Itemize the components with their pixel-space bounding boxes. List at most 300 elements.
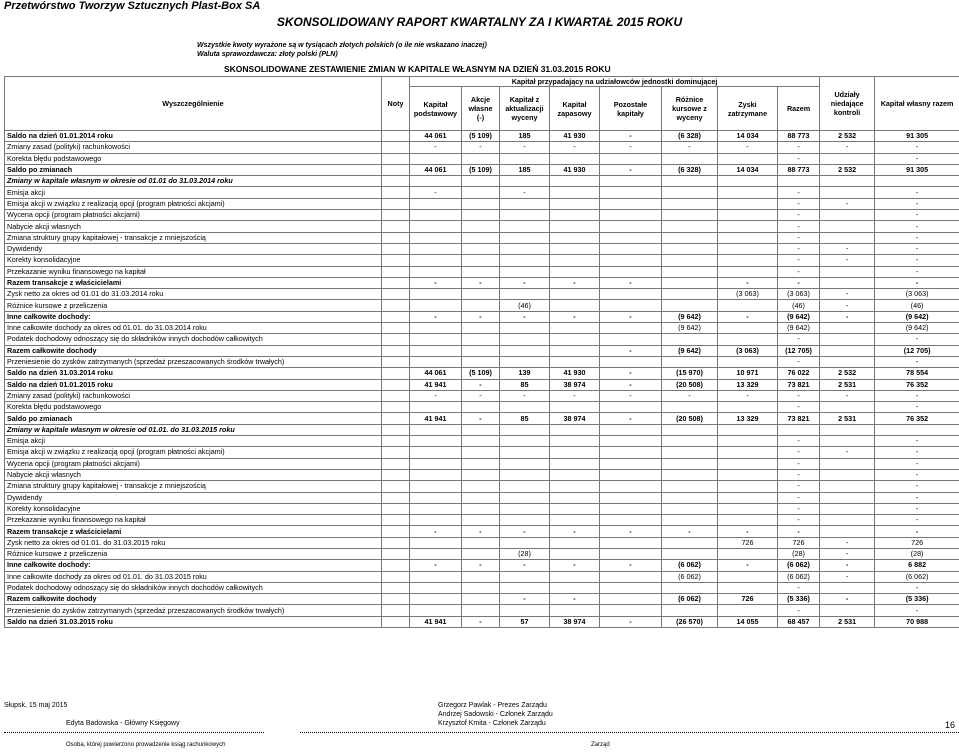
value-cell — [410, 582, 462, 593]
value-cell — [718, 503, 778, 514]
value-cell — [662, 402, 718, 413]
value-cell — [462, 469, 500, 480]
value-cell — [820, 153, 875, 164]
value-cell: - — [600, 413, 662, 424]
value-cell — [600, 255, 662, 266]
equity-changes-table — [4, 76, 959, 628]
value-cell: - — [550, 390, 600, 401]
value-cell — [718, 469, 778, 480]
note-cell — [382, 289, 410, 300]
value-cell: - — [875, 210, 959, 221]
value-cell — [662, 255, 718, 266]
note-cell — [382, 436, 410, 447]
value-cell — [462, 436, 500, 447]
value-cell — [500, 436, 550, 447]
value-cell: - — [820, 142, 875, 153]
value-cell — [820, 277, 875, 288]
value-cell: - — [875, 356, 959, 367]
value-cell — [662, 492, 718, 503]
value-cell — [462, 594, 500, 605]
value-cell — [550, 537, 600, 548]
value-cell: (9 642) — [875, 323, 959, 334]
value-cell: - — [410, 560, 462, 571]
value-cell — [662, 458, 718, 469]
table-row — [5, 379, 959, 390]
row-label: Zmiany zasad (polityki) rachunkowości — [5, 142, 382, 153]
note-cell — [382, 390, 410, 401]
value-cell: - — [820, 289, 875, 300]
table-row — [5, 356, 959, 367]
value-cell: - — [875, 243, 959, 254]
value-cell — [600, 334, 662, 345]
note-cell — [382, 402, 410, 413]
value-cell: - — [820, 447, 875, 458]
row-label: Razem transakcje z właścicielami — [5, 526, 382, 537]
note-cell — [382, 334, 410, 345]
value-cell: - — [778, 255, 820, 266]
value-cell: - — [500, 526, 550, 537]
value-cell: 44 061 — [410, 164, 462, 175]
value-cell: (15 970) — [662, 368, 718, 379]
value-cell — [500, 469, 550, 480]
value-cell: - — [600, 526, 662, 537]
value-cell — [462, 153, 500, 164]
table-row — [5, 481, 959, 492]
value-cell: (46) — [778, 300, 820, 311]
value-cell: - — [462, 379, 500, 390]
value-cell — [500, 323, 550, 334]
value-cell — [600, 492, 662, 503]
statement-title: SKONSOLIDOWANE ZESTAWIENIE ZMIAN W KAPITALE WŁASNYM NA DZIEŃ 31.03.2015 ROKU — [224, 64, 611, 74]
value-cell: - — [820, 198, 875, 209]
value-cell — [462, 503, 500, 514]
value-cell: 38 974 — [550, 616, 600, 627]
table-body — [5, 131, 959, 628]
value-cell: - — [778, 243, 820, 254]
value-cell: - — [662, 526, 718, 537]
row-label: Przekazanie wyniku finansowego na kapitał — [5, 515, 382, 526]
value-cell: - — [718, 526, 778, 537]
value-cell — [462, 176, 500, 187]
value-cell: - — [778, 187, 820, 198]
value-cell — [662, 503, 718, 514]
value-cell — [718, 210, 778, 221]
value-cell — [550, 356, 600, 367]
value-cell — [462, 221, 500, 232]
col-header-desc: Wyszczególnienie — [5, 77, 382, 131]
row-label: Zmiany w kapitale własnym w okresie od 01.01. do 31.03.2015 roku — [5, 424, 382, 435]
value-cell: - — [875, 198, 959, 209]
table-row — [5, 176, 959, 187]
row-label: Dywidendy — [5, 243, 382, 254]
value-cell — [662, 469, 718, 480]
value-cell — [600, 447, 662, 458]
value-cell — [820, 469, 875, 480]
note-cell — [382, 548, 410, 559]
value-cell: - — [462, 390, 500, 401]
note-cell — [382, 424, 410, 435]
note-cell — [382, 492, 410, 503]
col-header-other: Pozostałe kapitały — [600, 87, 662, 131]
row-label: Korekta błędu podstawowego — [5, 402, 382, 413]
value-cell — [550, 210, 600, 221]
value-cell — [500, 221, 550, 232]
value-cell: 88 773 — [778, 131, 820, 142]
value-cell — [600, 289, 662, 300]
value-cell — [820, 458, 875, 469]
value-cell — [550, 458, 600, 469]
value-cell: (9 642) — [662, 345, 718, 356]
value-cell: - — [875, 221, 959, 232]
value-cell — [600, 221, 662, 232]
value-cell: - — [778, 469, 820, 480]
value-cell — [462, 198, 500, 209]
value-cell — [550, 176, 600, 187]
caption-accountant: Osoba, której powierzono prowadzenie ksiąg rachunkowych — [66, 742, 226, 748]
value-cell — [662, 277, 718, 288]
value-cell: - — [875, 187, 959, 198]
value-cell — [500, 198, 550, 209]
row-label: Saldo na dzień 01.01.2015 roku — [5, 379, 382, 390]
value-cell: 41 941 — [410, 413, 462, 424]
value-cell — [550, 424, 600, 435]
note-cell — [382, 243, 410, 254]
value-cell: - — [875, 481, 959, 492]
value-cell: - — [778, 153, 820, 164]
value-cell: - — [600, 390, 662, 401]
value-cell — [662, 424, 718, 435]
value-cell — [600, 436, 662, 447]
value-cell — [718, 153, 778, 164]
value-cell — [600, 402, 662, 413]
note-cell — [382, 447, 410, 458]
value-cell: - — [600, 560, 662, 571]
table-row — [5, 255, 959, 266]
value-cell — [820, 356, 875, 367]
value-cell — [718, 515, 778, 526]
value-cell: - — [875, 153, 959, 164]
row-label: Emisja akcji — [5, 436, 382, 447]
row-label: Wycena opcji (program płatności akcjami) — [5, 210, 382, 221]
value-cell: - — [718, 277, 778, 288]
value-cell — [550, 198, 600, 209]
row-label: Razem transakcje z właścicielami — [5, 277, 382, 288]
value-cell: (6 062) — [778, 560, 820, 571]
value-cell: (9 642) — [662, 323, 718, 334]
value-cell: 78 554 — [875, 368, 959, 379]
value-cell: - — [600, 368, 662, 379]
value-cell — [820, 210, 875, 221]
value-cell: - — [600, 311, 662, 322]
value-cell — [410, 458, 462, 469]
value-cell — [600, 594, 662, 605]
value-cell: - — [500, 390, 550, 401]
value-cell — [550, 605, 600, 616]
value-cell — [462, 582, 500, 593]
value-cell: - — [778, 492, 820, 503]
row-label: Zysk netto za okres od 01.01 do 31.03.2014 roku — [5, 289, 382, 300]
value-cell: - — [875, 232, 959, 243]
value-cell — [820, 187, 875, 198]
col-header-total-equity: Kapitał własny razem — [875, 77, 959, 131]
value-cell — [410, 221, 462, 232]
value-cell: - — [778, 436, 820, 447]
note-cell — [382, 368, 410, 379]
table-row — [5, 458, 959, 469]
board-member-1: Grzegorz Pawlak - Prezes Zarządu — [438, 702, 547, 709]
row-label: Przeniesienie do zysków zatrzymanych (sprzedaż przeszacowanych środków trwałych) — [5, 356, 382, 367]
value-cell — [410, 481, 462, 492]
value-cell: - — [600, 345, 662, 356]
value-cell: (6 062) — [662, 560, 718, 571]
table-row — [5, 436, 959, 447]
value-cell — [410, 402, 462, 413]
value-cell — [600, 571, 662, 582]
value-cell: 70 988 — [875, 616, 959, 627]
value-cell — [718, 198, 778, 209]
value-cell — [820, 221, 875, 232]
value-cell — [462, 356, 500, 367]
value-cell: (28) — [875, 548, 959, 559]
value-cell: - — [820, 594, 875, 605]
value-cell — [550, 481, 600, 492]
value-cell — [820, 582, 875, 593]
value-cell — [718, 492, 778, 503]
value-cell — [462, 187, 500, 198]
value-cell: 76 352 — [875, 379, 959, 390]
value-cell — [462, 289, 500, 300]
value-cell: - — [820, 300, 875, 311]
table-row — [5, 560, 959, 571]
value-cell — [718, 232, 778, 243]
value-cell: - — [875, 605, 959, 616]
value-cell: 41 930 — [550, 164, 600, 175]
value-cell — [662, 289, 718, 300]
note-cell — [382, 503, 410, 514]
note-cell — [382, 300, 410, 311]
row-label: Inne całkowite dochody: — [5, 560, 382, 571]
table-row — [5, 221, 959, 232]
row-label: Saldo na dzień 31.03.2015 roku — [5, 616, 382, 627]
value-cell: - — [410, 390, 462, 401]
value-cell: - — [778, 458, 820, 469]
value-cell: - — [820, 311, 875, 322]
value-cell — [550, 232, 600, 243]
value-cell: (20 508) — [662, 413, 718, 424]
value-cell — [778, 176, 820, 187]
note-cell — [382, 379, 410, 390]
value-cell: - — [875, 277, 959, 288]
value-cell: 41 930 — [550, 368, 600, 379]
value-cell: 44 061 — [410, 131, 462, 142]
value-cell: - — [778, 605, 820, 616]
col-header-revaluation: Kapitał z aktualizacji wyceny — [500, 87, 550, 131]
value-cell — [550, 548, 600, 559]
table-row — [5, 571, 959, 582]
value-cell: - — [500, 277, 550, 288]
value-cell: - — [875, 469, 959, 480]
value-cell: - — [875, 390, 959, 401]
value-cell — [410, 300, 462, 311]
value-cell — [550, 503, 600, 514]
value-cell — [600, 300, 662, 311]
value-cell — [718, 402, 778, 413]
value-cell — [410, 503, 462, 514]
note-cell — [382, 255, 410, 266]
value-cell — [718, 548, 778, 559]
value-cell — [662, 605, 718, 616]
value-cell — [462, 548, 500, 559]
value-cell: - — [662, 390, 718, 401]
value-cell: - — [875, 402, 959, 413]
table-row — [5, 582, 959, 593]
value-cell: (46) — [500, 300, 550, 311]
value-cell: - — [462, 311, 500, 322]
row-label: Przeniesienie do zysków zatrzymanych (sprzedaż przeszacowanych środków trwałych) — [5, 605, 382, 616]
signature-line-left — [4, 732, 264, 733]
note-cell — [382, 356, 410, 367]
value-cell: - — [600, 277, 662, 288]
row-label: Zmiana struktury grupy kapitałowej - transakcje z mniejszością — [5, 232, 382, 243]
row-label: Różnice kursowe z przeliczenia — [5, 300, 382, 311]
value-cell — [820, 345, 875, 356]
row-label: Inne całkowite dochody za okres od 01.01. do 31.03.2015 roku — [5, 571, 382, 582]
report-title: SKONSOLIDOWANY RAPORT KWARTALNY ZA I KWARTAŁ 2015 ROKU — [276, 15, 683, 29]
value-cell: 38 974 — [550, 413, 600, 424]
value-cell: 726 — [718, 537, 778, 548]
value-cell: (5 109) — [462, 368, 500, 379]
value-cell: 88 773 — [778, 164, 820, 175]
col-header-reserve: Kapitał zapasowy — [550, 87, 600, 131]
value-cell — [500, 503, 550, 514]
value-cell — [410, 594, 462, 605]
value-cell: - — [778, 447, 820, 458]
place-date: Słupsk, 15 maj 2015 — [4, 702, 68, 709]
value-cell: 2 532 — [820, 131, 875, 142]
value-cell: - — [550, 526, 600, 537]
value-cell: 14 034 — [718, 131, 778, 142]
table-row — [5, 277, 959, 288]
table-row — [5, 492, 959, 503]
value-cell — [550, 221, 600, 232]
value-cell — [462, 232, 500, 243]
value-cell — [500, 571, 550, 582]
value-cell: 73 821 — [778, 413, 820, 424]
value-cell — [462, 424, 500, 435]
value-cell — [662, 548, 718, 559]
value-cell — [500, 537, 550, 548]
value-cell: - — [875, 458, 959, 469]
value-cell — [410, 243, 462, 254]
value-cell — [550, 571, 600, 582]
value-cell — [462, 515, 500, 526]
value-cell — [718, 356, 778, 367]
value-cell: - — [462, 413, 500, 424]
value-cell — [550, 153, 600, 164]
value-cell: 726 — [875, 537, 959, 548]
value-cell: - — [875, 582, 959, 593]
note-cell — [382, 571, 410, 582]
value-cell — [462, 492, 500, 503]
value-cell — [600, 187, 662, 198]
value-cell — [820, 515, 875, 526]
note-cell — [382, 311, 410, 322]
table-row — [5, 548, 959, 559]
value-cell: (9 642) — [778, 311, 820, 322]
table-row — [5, 164, 959, 175]
row-label: Zmiany zasad (polityki) rachunkowości — [5, 390, 382, 401]
value-cell: (12 705) — [778, 345, 820, 356]
table-row — [5, 515, 959, 526]
value-cell: - — [718, 390, 778, 401]
value-cell: 2 531 — [820, 413, 875, 424]
value-cell — [410, 424, 462, 435]
value-cell: 185 — [500, 131, 550, 142]
company-name: Przetwórstwo Tworzyw Sztucznych Plast-Box SA — [4, 0, 261, 12]
value-cell — [662, 436, 718, 447]
value-cell — [820, 266, 875, 277]
note-cell — [382, 605, 410, 616]
value-cell — [462, 300, 500, 311]
value-cell — [875, 424, 959, 435]
value-cell: (6 062) — [778, 571, 820, 582]
value-cell — [500, 582, 550, 593]
value-cell — [600, 548, 662, 559]
value-cell: (5 109) — [462, 131, 500, 142]
value-cell — [410, 605, 462, 616]
value-cell: - — [820, 548, 875, 559]
value-cell — [410, 323, 462, 334]
value-cell: 14 055 — [718, 616, 778, 627]
value-cell: (3 063) — [718, 345, 778, 356]
value-cell — [718, 176, 778, 187]
value-cell — [600, 323, 662, 334]
value-cell — [550, 255, 600, 266]
value-cell: - — [875, 255, 959, 266]
table-row — [5, 447, 959, 458]
value-cell — [718, 436, 778, 447]
value-cell: - — [500, 594, 550, 605]
value-cell — [462, 345, 500, 356]
note-cell — [382, 345, 410, 356]
value-cell — [820, 402, 875, 413]
value-cell — [600, 503, 662, 514]
value-cell — [600, 153, 662, 164]
value-cell: - — [778, 356, 820, 367]
value-cell: 41 941 — [410, 379, 462, 390]
value-cell: - — [778, 390, 820, 401]
table-row — [5, 210, 959, 221]
value-cell: - — [410, 526, 462, 537]
value-cell: - — [550, 277, 600, 288]
value-cell: - — [778, 402, 820, 413]
table-row — [5, 469, 959, 480]
value-cell — [410, 153, 462, 164]
value-cell — [550, 469, 600, 480]
note-cell — [382, 221, 410, 232]
value-cell: - — [875, 447, 959, 458]
value-cell: - — [875, 515, 959, 526]
value-cell — [462, 571, 500, 582]
value-cell: - — [778, 221, 820, 232]
value-cell: (6 062) — [662, 571, 718, 582]
value-cell — [820, 176, 875, 187]
table-row — [5, 605, 959, 616]
value-cell: - — [778, 334, 820, 345]
value-cell: (20 508) — [662, 379, 718, 390]
note-cell — [382, 153, 410, 164]
value-cell — [462, 210, 500, 221]
